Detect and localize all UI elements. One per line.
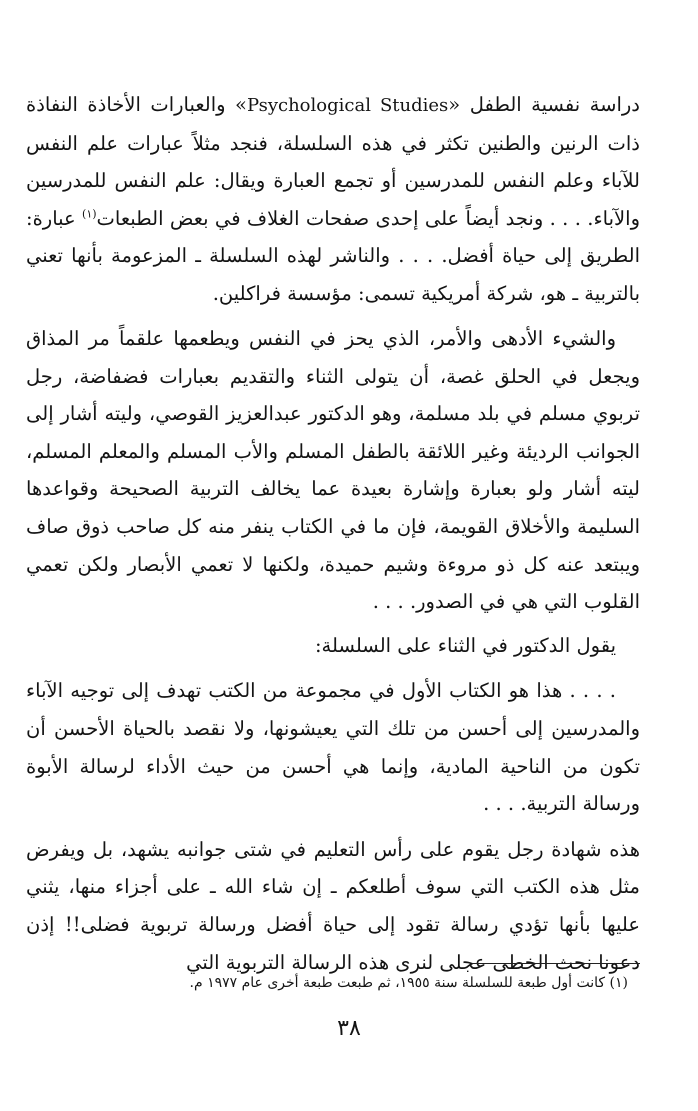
page-number: ٣٨ [337,1016,361,1041]
quotation-paragraph: . . . . هذا هو الكتاب الأول في مجموعة من الكتب تهدف إلى توجيه الآباء والمدرسين إلى أحسن من تلك التي يعيشونها، ولا نقصد بالحياة الأحسن أن تكون من الناحية المادية، وإنما هي أحسن من حيث الأداء لرسالة الأبوة ورسالة التربية. . . . [26,679,640,816]
paragraph-1 [26,86,640,312]
footnote-reference: (١) [82,207,97,221]
p1-text-middle: » والعبارات الأخاذة النفاذة ذات الرنين والطنين تكثر في هذه السلسلة، فنجد مثلاً عبارات علم النفس للآباء وعلم النفس للمدرسين أو تجمع العبارة ويقال: علم النفس للمدرسين والآباء. . . . ونجد أيضاً على إحدى صفحات الغلاف في بعض الطبعات [26,93,640,230]
p1-text-end: عبارة: الطريق إلى حياة أفضل. . . . والناشر لهذه السلسلة ـ المزعومة بأنها تعني بالتربية ـ هو، شركة أمريكية تسمى: مؤسسة فراكلين. [26,206,640,305]
footnote: (١) كانت أول طبعة للسلسلة سنة ١٩٥٥، ثم طبعت طبعة أخرى عام ١٩٧٧ م. [189,975,628,991]
body-text [26,86,640,981]
p1-text-start: دراسة نفسية الطفل « [448,93,640,116]
latin-term: Psychological Studies [246,95,449,116]
paragraph-2: والشيء الأدهى والأمر، الذي يحز في النفس ويطعمها علقماً مر المذاق ويجعل في الحلق غصة، أن يتولى الثناء والتقديم بعبارات فضفاضة، رجل تربوي مسلم في بلد مسلمة، وهو الدكتور عبدالعزيز القوصي، وليته أشار إلى الجوانب الرديئة وغير اللائقة بالطفل المسلم والأب المسلم والمعلم المسلم، ليته أشار ولو بعبارة وإشارة بعيدة عما يخالف التربية الصحيحة وقواعدها السليمة والأخلاق القويمة، فإن ما في الكتاب ينفر منه كل صاحب ذوق صاف ويبتعد عنه كل ذو مروءة وشيم حميدة، ولكنها لا تعمي الأبصار ولكن تعمي القلوب التي هي في الصدور. . . . [26,327,640,614]
paragraph-5: هذه شهادة رجل يقوم على رأس التعليم في شتى جوانبه يشهد، بل ويفرض مثل هذه الكتب التي سوف أطلعكم ـ إن شاء الله ـ على أجزاء منها، يثني عليها بأنها تؤدي رسالة تقود إلى حياة أفضل ورسالة تربوية فضلى!! إذن دعونا نحث الخطى عجلى لنرى هذه الرسالة التربوية التي [26,837,640,974]
paragraph-3: يقول الدكتور في الثناء على السلسلة: [314,633,616,657]
footnote-divider [472,963,640,964]
